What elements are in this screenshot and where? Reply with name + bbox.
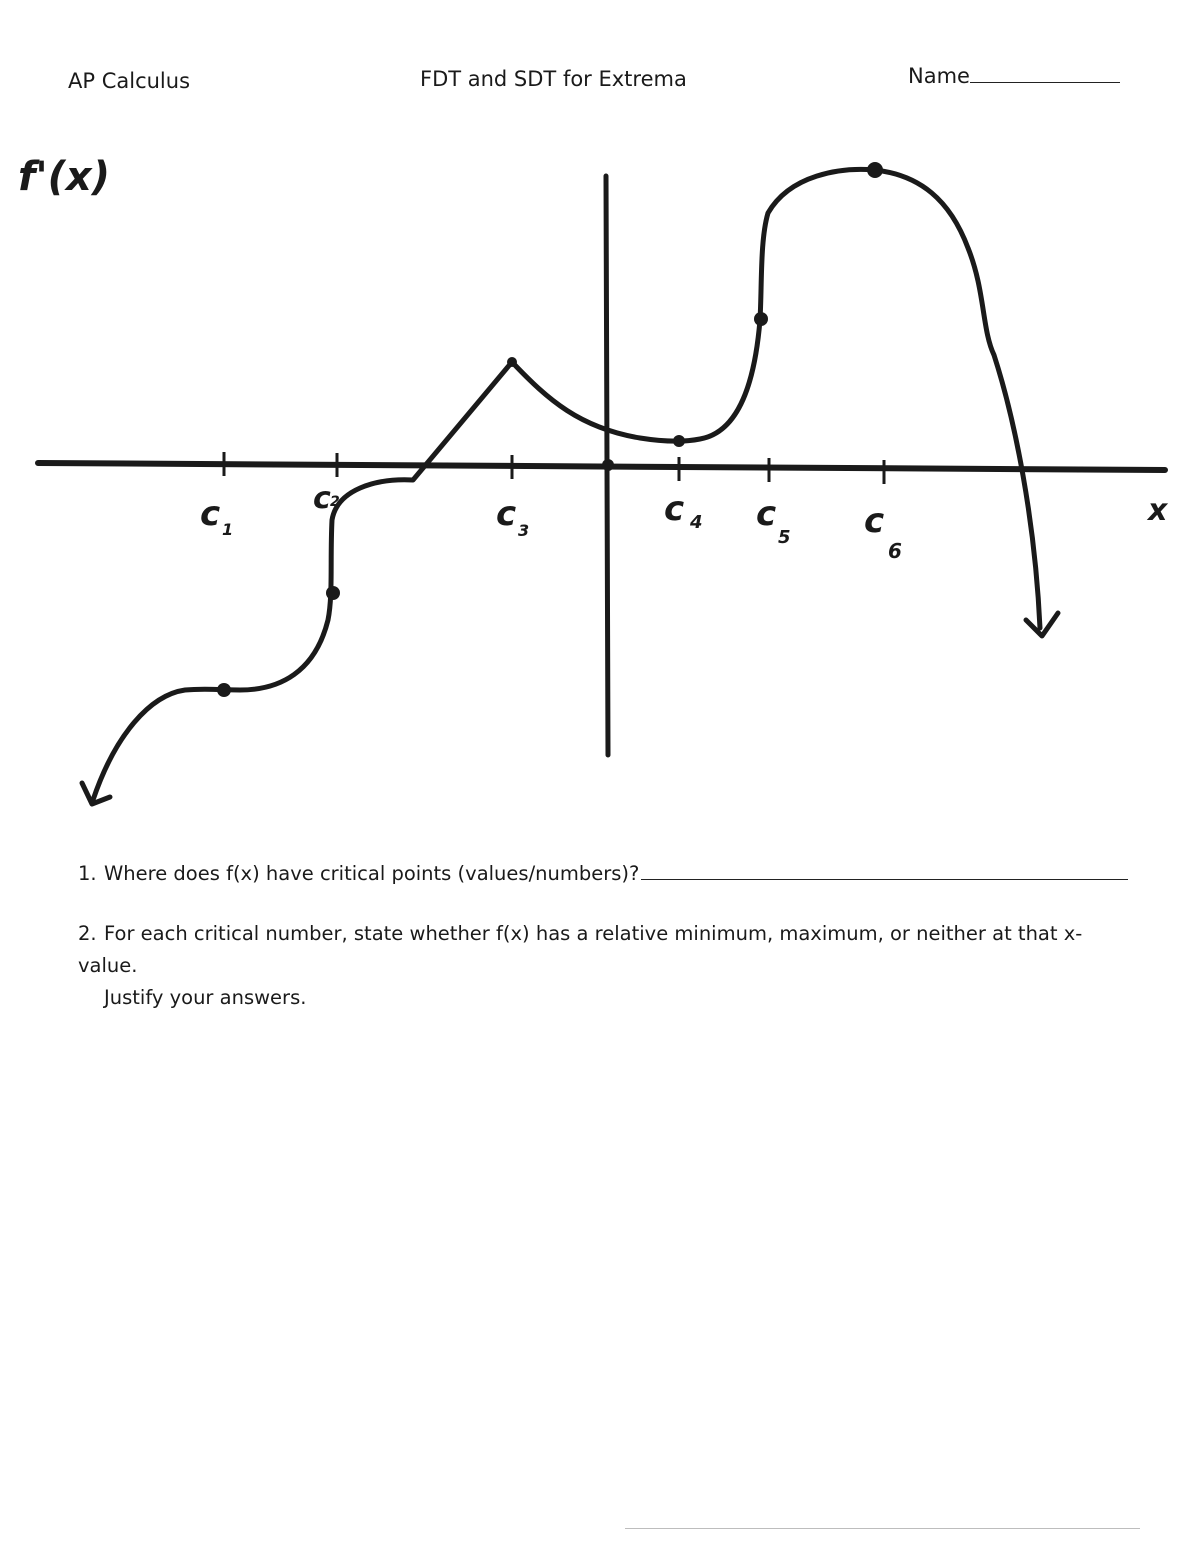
graph-points: [217, 162, 883, 697]
label-c1: c: [200, 494, 221, 534]
label-c6: c: [864, 501, 885, 541]
question-2: [78, 918, 1138, 1014]
point-c4: [673, 435, 685, 447]
worksheet-title: FDT and SDT for Extrema: [420, 67, 687, 91]
label-c6-sub: 6: [888, 539, 902, 563]
point-c3: [507, 357, 517, 367]
question-1: [78, 858, 1128, 890]
critical-point-labels: [200, 481, 902, 563]
label-c5-sub: 5: [778, 527, 791, 548]
label-c5: c: [756, 494, 777, 534]
derivative-curve: [93, 169, 1040, 800]
label-c1-sub: 1: [222, 520, 234, 539]
point-c1: [217, 683, 231, 697]
question-2-text: For each critical number, state whether f(x) has a relative minimum, maximum, or neither at that x-value.: [78, 922, 1083, 977]
label-c3-sub: 3: [518, 521, 530, 540]
point-c6: [867, 162, 883, 178]
question-2-text-line2: Justify your answers.: [104, 986, 307, 1009]
label-c4: c: [664, 489, 685, 529]
question-1-number: 1.: [78, 862, 97, 885]
label-c4-sub: 4: [690, 512, 703, 533]
question-1-answer-line[interactable]: [641, 859, 1128, 880]
course-label: AP Calculus: [68, 69, 191, 93]
label-c3: c: [496, 494, 517, 534]
point-inflection-left: [326, 586, 340, 600]
x-axis-label: x: [1148, 493, 1168, 528]
label-c2: c: [313, 481, 331, 516]
point-origin: [602, 459, 614, 471]
x-axis: [38, 463, 1165, 470]
question-1-text: Where does f(x) have critical points (values/numbers)?: [104, 862, 640, 885]
point-inflection-right: [754, 312, 768, 326]
name-label: Name: [908, 64, 970, 88]
question-2-number: 2.: [78, 922, 97, 945]
label-c2-sub: 2: [330, 494, 340, 510]
scan-artifact-line: [625, 1528, 1140, 1529]
function-label: f'(x): [18, 154, 111, 200]
